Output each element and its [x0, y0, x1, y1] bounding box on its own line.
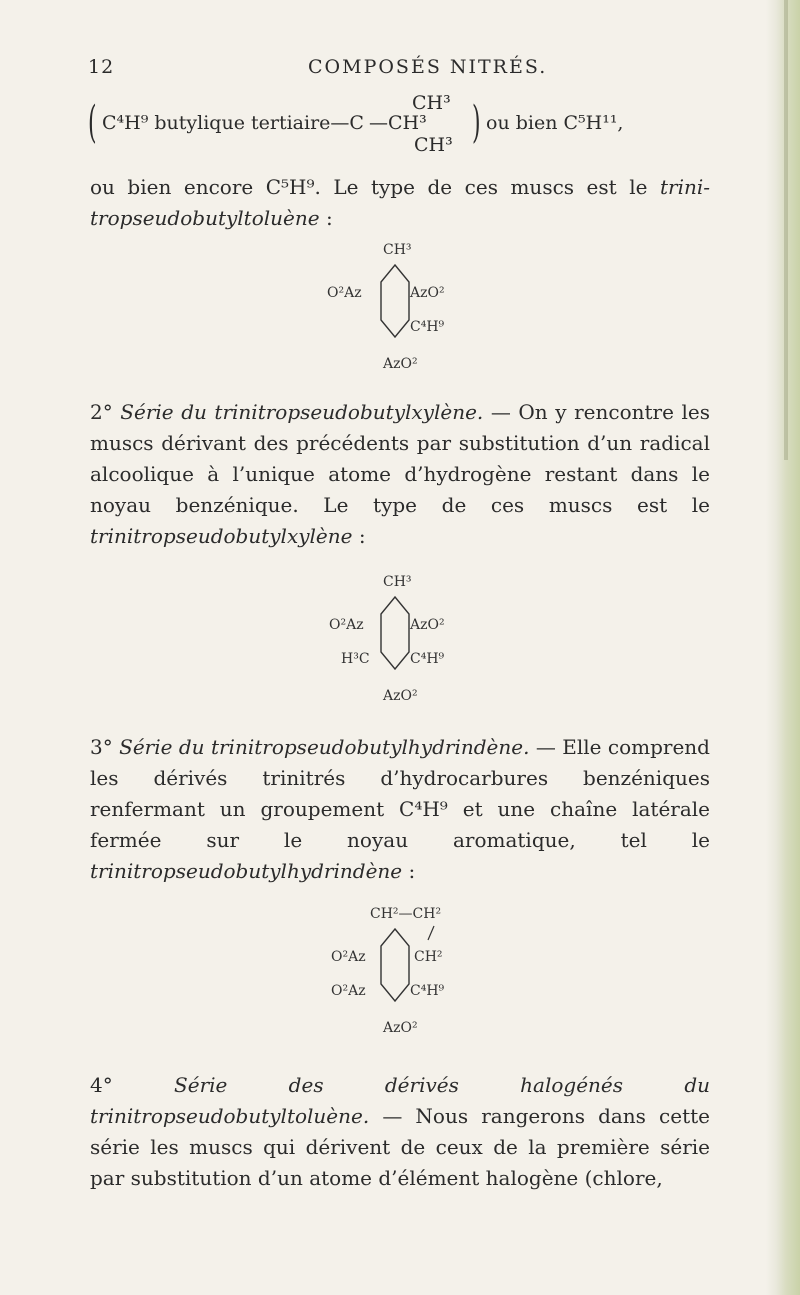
paragraph-3: [90, 732, 710, 887]
s2-right-bottom: C⁴H⁹: [410, 651, 445, 667]
close-brace: ): [472, 97, 481, 148]
running-title: COMPOSÉS NITRÉS.: [308, 56, 548, 78]
open-brace: (: [88, 97, 97, 148]
s2-top: CH³: [383, 574, 412, 590]
p1-end: :: [319, 206, 333, 230]
page-header: [88, 56, 708, 80]
s3-bottom: AzO²: [383, 1020, 418, 1036]
benzene-ring-3: [381, 929, 409, 1001]
s1-left: O²Az: [327, 285, 362, 301]
paragraph-1: [90, 172, 710, 234]
p3-heading: Série du trinitropseudobutylhydrindène.: [119, 735, 530, 759]
formula-ch3-bot: CH³: [414, 134, 453, 156]
s1-bottom: AzO²: [383, 356, 418, 372]
p4-num: 4°: [90, 1073, 113, 1097]
s3-bond: [428, 926, 434, 940]
s3-left-bottom: O²Az: [331, 983, 366, 999]
s3-top: CH²—CH²: [370, 906, 442, 922]
s2-left-top: O²Az: [329, 617, 364, 633]
p1-link-part2: tropseudobutyltoluène: [90, 206, 320, 230]
formula-ch3-top: CH³: [412, 92, 451, 114]
p3-text: — Elle comprend les dérivés trinitrés d’hydrocarbures benzéniques renfermant un groupement C⁴H⁹ et une chaîne latérale fermée sur le noyau aromatique, tel le: [90, 735, 710, 852]
p2-text: — On y rencontre les muscs dérivant des précédents par substitution d’un radical alcoolique à l’unique atome d’hydrogène restant dans le noyau benzénique. Le type de ces muscs est le: [90, 400, 710, 517]
s1-right-bottom: C⁴H⁹: [410, 319, 445, 335]
p3-num: 3°: [90, 735, 113, 759]
formula-left-text: C⁴H⁹ butylique tertiaire—C: [102, 112, 364, 134]
s1-right-top: AzO²: [410, 285, 445, 301]
p2-heading: Série du trinitropseudobutylxylène.: [120, 400, 484, 424]
formula-butyl-tertiaire: [88, 92, 708, 178]
p2-end: :: [352, 524, 366, 548]
structure-1: [310, 240, 510, 390]
s3-right-top: CH²: [414, 949, 443, 965]
formula-ch3-mid: —CH³: [369, 112, 427, 134]
structure-2: [310, 572, 510, 722]
page-edge-shadow: [766, 0, 800, 1295]
p4-heading: Série des dérivés halogénés du trinitropseudobutyltoluène.: [90, 1073, 711, 1128]
page-number: 12: [88, 56, 115, 78]
paragraph-2: [90, 397, 710, 552]
p4-text: — Nous rangerons dans cette série les muscs qui dérivent de ceux de la première série par substitution d’un atome d’élément halogène (chlore,: [90, 1104, 710, 1190]
paragraph-4: [90, 1070, 710, 1194]
p1-line: ou bien encore C⁵H⁹. Le type de ces muscs est le: [90, 175, 648, 199]
benzene-ring-2: [381, 597, 409, 669]
p1-link-part1: trini-: [659, 175, 710, 199]
p2-num: 2°: [90, 400, 113, 424]
structure-3: [310, 904, 530, 1054]
s2-left-bottom: H³C: [341, 651, 370, 667]
s3-right-bottom: C⁴H⁹: [410, 983, 445, 999]
s1-top: CH³: [383, 242, 412, 258]
s3-left-top: O²Az: [331, 949, 366, 965]
benzene-ring-1: [381, 265, 409, 337]
s2-bottom: AzO²: [383, 688, 418, 704]
formula-right-text: ou bien C⁵H¹¹,: [486, 112, 624, 134]
p3-end: :: [402, 859, 416, 883]
s2-right-top: AzO²: [410, 617, 445, 633]
p3-link: trinitropseudobutylhydrindène: [90, 859, 403, 883]
p2-link: trinitropseudobutylxylène: [90, 524, 353, 548]
